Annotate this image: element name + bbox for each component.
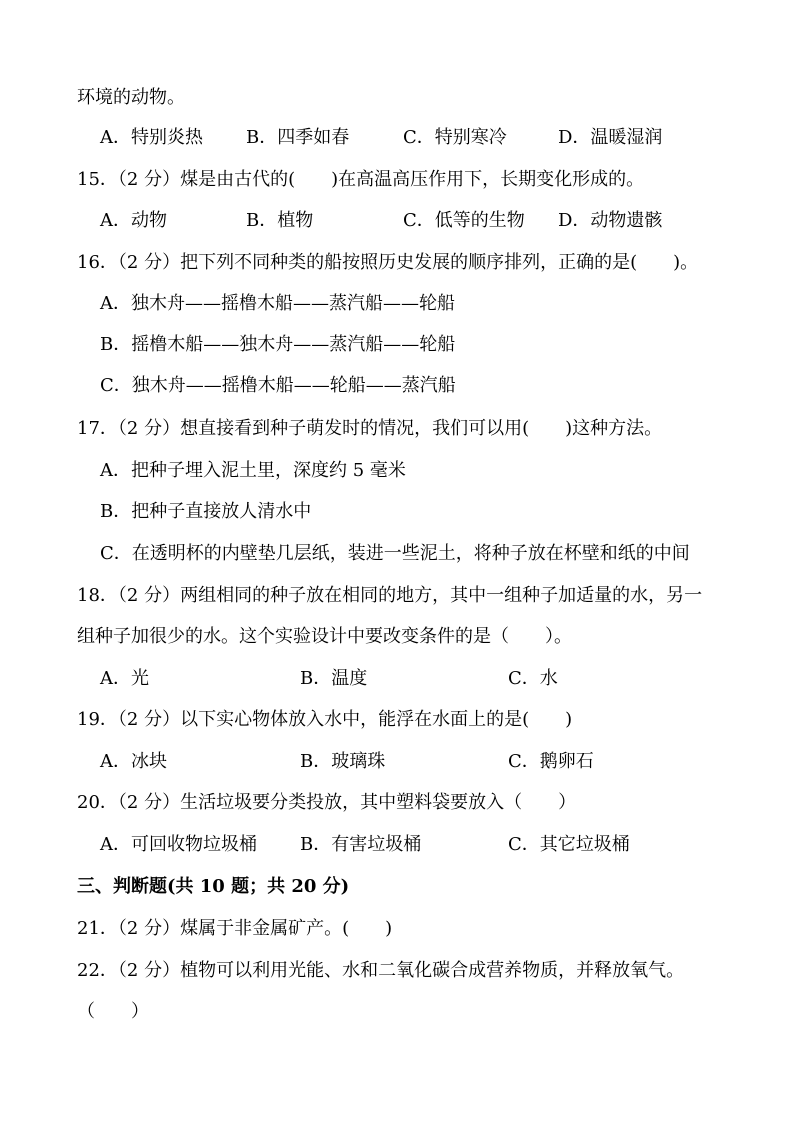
q15-option-a: A．动物 bbox=[100, 210, 167, 231]
question-15-options bbox=[0, 209, 794, 233]
q16-option-a: A．独木舟——摇橹木船——蒸汽船——轮船 bbox=[100, 293, 455, 314]
q15-option-c: C．低等的生物 bbox=[403, 210, 525, 231]
q17-option-a: A．把种子埋入泥土里，深度约 5 毫米 bbox=[100, 460, 406, 481]
question-21: 21．（2 分）煤属于非金属矿产。( ) bbox=[77, 918, 393, 939]
question-18-options bbox=[0, 667, 794, 691]
q20-option-c: C．其它垃圾桶 bbox=[508, 834, 630, 855]
q15-option-b: B．植物 bbox=[246, 210, 314, 231]
question-22: 22．（2 分）植物可以利用光能、水和二氧化碳合成营养物质，并释放氧气。 bbox=[77, 960, 685, 981]
q14-option-b: B．四季如春 bbox=[246, 127, 350, 148]
question-18-line-1: 18．（2 分）两组相同的种子放在相同的地方，其中一组种子加适量的水，另一 bbox=[77, 585, 703, 606]
question-16: 16．（2 分）把下列不同种类的船按照历史发展的顺序排列，正确的是( )。 bbox=[77, 252, 699, 273]
question-17: 17．（2 分）想直接看到种子萌发时的情况，我们可以用( )这种方法。 bbox=[77, 418, 663, 439]
q14-option-d: D．温暖湿润 bbox=[558, 127, 663, 148]
q18-option-c: C．水 bbox=[508, 668, 558, 689]
q20-option-b: B．有害垃圾桶 bbox=[300, 834, 422, 855]
q19-option-c: C．鹅卵石 bbox=[508, 751, 594, 772]
q18-option-a: A．光 bbox=[100, 668, 149, 689]
q16-option-c: C．独木舟——摇橹木船——轮船——蒸汽船 bbox=[100, 375, 456, 396]
q14-option-c: C．特别寒冷 bbox=[403, 127, 507, 148]
q14-option-a: A．特别炎热 bbox=[100, 127, 203, 148]
q17-option-c: C．在透明杯的内壁垫几层纸，装进一些泥土，将种子放在杯壁和纸的中间 bbox=[100, 543, 690, 564]
section-3-heading: 三、判断题(共 10 题；共 20 分) bbox=[77, 876, 350, 897]
q18-option-b: B．温度 bbox=[300, 668, 368, 689]
question-22-answer-blank: （ ） bbox=[77, 1001, 149, 1022]
q19-option-b: B．玻璃珠 bbox=[300, 751, 386, 772]
question-15: 15．（2 分）煤是由古代的( )在高温高压作用下，长期变化形成的。 bbox=[77, 169, 645, 190]
question-14-continuation: 环境的动物。 bbox=[77, 87, 185, 108]
q19-option-a: A．冰块 bbox=[100, 751, 167, 772]
question-18-line-2: 组种子加很少的水。这个实验设计中要改变条件的是（ ）。 bbox=[77, 626, 572, 647]
q15-option-d: D．动物遗骸 bbox=[558, 210, 663, 231]
question-19: 19．（2 分）以下实心物体放入水中，能浮在水面上的是( ) bbox=[77, 709, 573, 730]
question-20-options bbox=[0, 833, 794, 857]
q20-option-a: A．可回收物垃圾桶 bbox=[100, 834, 257, 855]
question-20: 20．（2 分）生活垃圾要分类投放，其中塑料袋要放入（ ） bbox=[77, 792, 577, 813]
question-19-options bbox=[0, 750, 794, 774]
q17-option-b: B．把种子直接放人清水中 bbox=[100, 501, 312, 522]
q16-option-b: B．摇橹木船——独木舟——蒸汽船——轮船 bbox=[100, 334, 456, 355]
question-14-options bbox=[0, 126, 794, 150]
